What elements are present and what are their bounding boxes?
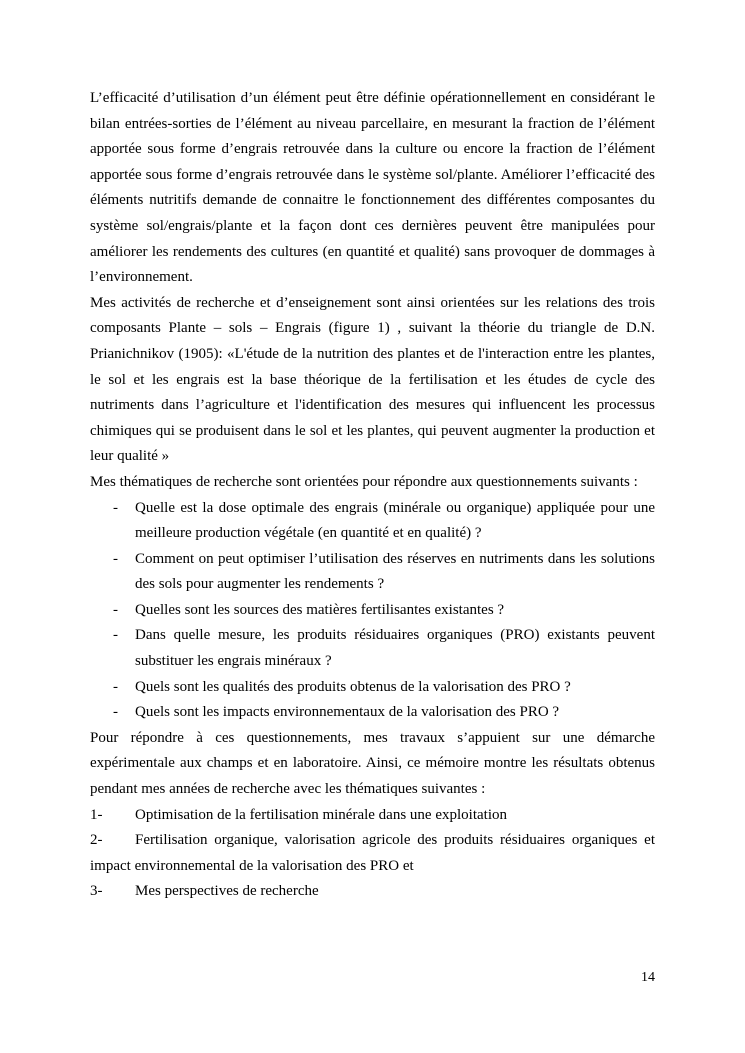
numbered-item-number: 3- (90, 883, 103, 900)
numbered-item-number: 1- (90, 806, 103, 823)
paragraph-research-activities: Mes activités de recherche et d’enseignement sont ainsi orientées sur les relations des trois composants Plante – sols – Engrais (figure 1) , suivant la théorie du triangle de D.N. Prianichnikov (1905): «L'étude de la nutrition des plantes et de l'interaction entre les plantes, le sol et les engrais est la base théorique de la fertilisation et les études de cycle des nutriments dans l’agriculture et l'identification des mesures qui influencent les processus chimiques qui se produisent dans le sol et les plantes, qui peuvent augmenter la production et leur qualité » (90, 294, 655, 465)
bullet-dash: - (113, 601, 118, 618)
list-item-text: Quelle est la dose optimale des engrais (minérale ou organique) appliquée pour une meilleure production végétale (en quantité et en qualité) ? (135, 499, 655, 542)
page-number: 14 (641, 970, 655, 985)
numbered-item (90, 828, 655, 879)
bullet-dash: - (113, 499, 118, 516)
paragraph-approach: Pour répondre à ces questionnements, mes travaux s’appuient sur une démarche expérimentale aux champs et en laboratoire. Ainsi, ce mémoire montre les résultats obtenus pendant mes années de recherche avec les thématiques suivantes : (90, 729, 655, 798)
list-item-text: Quelles sont les sources des matières fertilisantes existantes ? (135, 601, 505, 618)
bullet-dash: - (113, 678, 118, 695)
list-item (90, 700, 655, 726)
bullet-dash: - (113, 627, 118, 644)
document-body (90, 86, 655, 905)
bullet-dash: - (113, 550, 118, 567)
numbered-item (90, 803, 655, 829)
list-item (90, 598, 655, 624)
list-item-text: Comment on peut optimiser l’utilisation des réserves en nutriments dans les solutions des sols pour augmenter les rendements ? (135, 550, 655, 593)
paragraph-thematics-intro: Mes thématiques de recherche sont orientées pour répondre aux questionnements suivants : (90, 473, 638, 490)
list-item (90, 547, 655, 598)
list-item-text: Quels sont les impacts environnementaux de la valorisation des PRO ? (135, 704, 560, 721)
numbered-item-number: 2- (90, 832, 103, 849)
numbered-item-text: Optimisation de la fertilisation minérale dans une exploitation (135, 806, 507, 823)
bullet-dash: - (113, 704, 118, 721)
list-item (90, 496, 655, 547)
list-item-text: Quels sont les qualités des produits obtenus de la valorisation des PRO ? (135, 678, 571, 695)
question-list (90, 496, 655, 726)
list-item (90, 675, 655, 701)
numbered-item-text: Fertilisation organique, valorisation agricole des produits résiduaires organiques et impact environnemental de la valorisation des PRO et (90, 832, 655, 874)
numbered-item (90, 879, 655, 905)
list-item (90, 623, 655, 674)
paragraph-efficiency: L’efficacité d’utilisation d’un élément peut être définie opérationnellement en considérant le bilan entrées-sorties de l’élément au niveau parcellaire, en mesurant la fraction de l’élément apportée sous forme d’engrais retrouvée dans la culture ou encore la fraction de l’élément apportée sous forme d’engrais retrouvée dans le système sol/plante. Améliorer l’efficacité des éléments nutritifs demande de connaitre le fonctionnement des différentes composantes du système sol/engrais/plante et la façon dont ces dernières peuvent être manipulées pour améliorer les rendements des cultures (en quantité et qualité) sans provoquer de dommages à l’environnement. (90, 90, 655, 286)
list-item-text: Dans quelle mesure, les produits résiduaires organiques (PRO) existants peuvent substituer les engrais minéraux ? (135, 627, 655, 670)
numbered-item-text: Mes perspectives de recherche (135, 883, 319, 900)
